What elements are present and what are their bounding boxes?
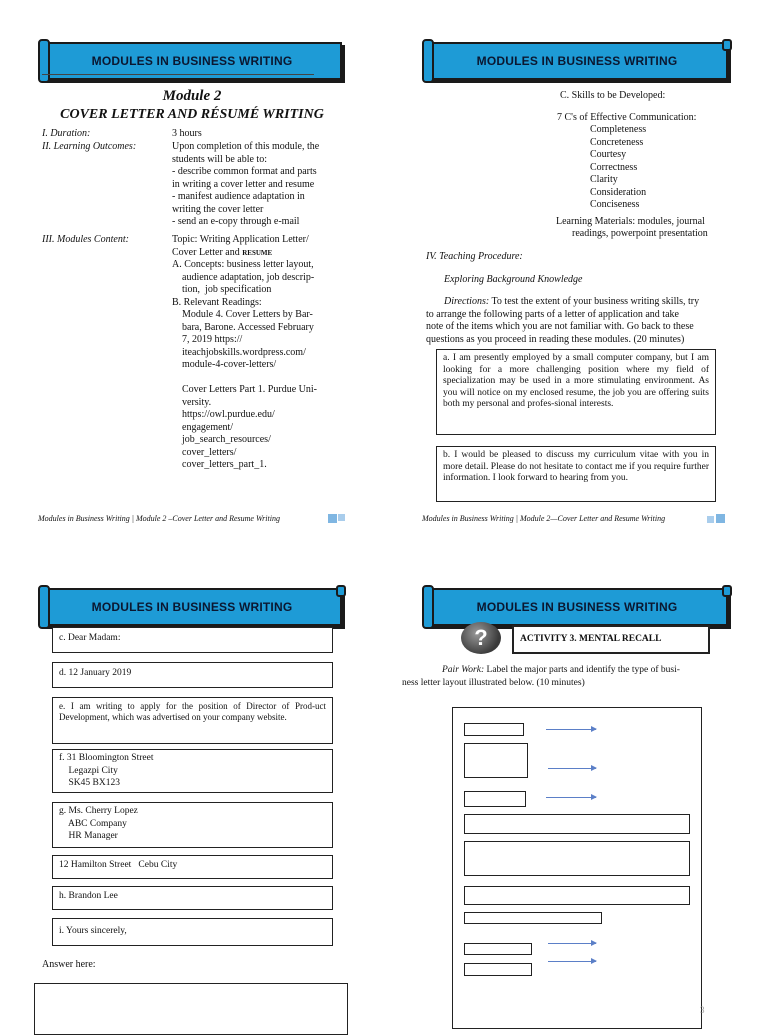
directions-line: questions as you proceed in reading these modules. (20 minutes)	[426, 333, 685, 345]
outcome-line: - send an e-copy through e-mail	[172, 216, 300, 227]
content-line: cover_letters/	[172, 446, 237, 458]
content-line: module-4-cover-letters/	[172, 359, 277, 370]
content-line: iteachjobskills.wordpress.com/	[172, 346, 306, 358]
letter-part-text: d. 12 January 2019	[59, 668, 132, 678]
letter-part-text: e. I am writing to apply for the position of Director of Prod-uct Development, which was advertised on your company website.	[59, 701, 326, 722]
directions-line: note of the items which you are not familiar with. Go back to these	[426, 321, 694, 332]
duration-value: 3 hours	[172, 128, 202, 139]
outcome-line: - describe common format and parts	[172, 166, 317, 177]
content-line: bara, Barone. Accessed February	[172, 321, 314, 333]
outcomes-label: II. Learning Outcomes:	[42, 141, 137, 152]
arrow-icon	[548, 943, 596, 944]
arrow-icon	[548, 768, 596, 769]
question-mark-icon: ?	[461, 622, 501, 654]
banner-scroll-curl	[38, 39, 50, 83]
seven-cs-item: Completeness	[590, 124, 647, 135]
directions-text: To test the extent of your business writing skills, try	[491, 296, 700, 307]
answer-field[interactable]	[34, 983, 348, 1035]
module-number: Module 2	[162, 88, 222, 104]
letter-part-text: c. Dear Madam:	[59, 633, 121, 643]
content-list	[172, 234, 347, 472]
arrow-icon	[546, 797, 596, 798]
recipient-line: ABC Company	[59, 818, 127, 829]
address-line: f. 31 Bloomington Street	[59, 753, 154, 763]
module-banner	[426, 42, 728, 80]
letter-part-text	[53, 803, 332, 847]
letter-part-box-h	[52, 886, 333, 910]
page-footer: Modules in Business Writing | Module 2—Cover Letter and Resume Writing	[422, 514, 666, 523]
label-blank[interactable]	[464, 963, 532, 976]
banner-scroll-curl	[422, 585, 434, 629]
page-footer: Modules in Business Writing | Module 2 –Cover Letter and Resume Writing	[38, 514, 280, 523]
module-title: COVER LETTER AND RÉSUMÉ WRITING	[60, 107, 324, 122]
address-line: Legazpi City	[59, 765, 118, 776]
outcomes-list	[172, 141, 342, 229]
seven-cs-item: Consideration	[590, 186, 647, 198]
content-line: A. Concepts: business letter layout,	[172, 259, 314, 270]
pair-work-label: Pair Work:	[442, 665, 485, 675]
content-line: B. Relevant Readings:	[172, 296, 262, 308]
recipient-line: HR Manager	[59, 831, 118, 841]
letter-part-text: i. Yours sincerely,	[59, 926, 127, 936]
content-line: Module 4. Cover Letters by Bar-	[172, 309, 313, 320]
seven-cs-item: Correctness	[590, 161, 638, 173]
letter-part-box-c	[52, 627, 333, 653]
materials-line: readings, powerpoint presentation	[572, 228, 708, 239]
outcome-line: in writing a cover letter and resume	[172, 178, 315, 190]
layout-block	[464, 886, 690, 905]
directions-block	[426, 296, 726, 346]
letter-part-box-d	[52, 662, 333, 688]
content-line: cover_letters_part_1.	[172, 459, 267, 470]
pair-work-block	[402, 664, 742, 689]
page-1	[0, 0, 384, 523]
page-4	[384, 512, 768, 1024]
activity-label: ACTIVITY 3. MENTAL RECALL	[520, 634, 662, 644]
outcome-line: Upon completion of this module, the	[172, 141, 320, 152]
letter-part-box-a	[436, 349, 716, 435]
module-banner	[426, 588, 728, 626]
content-line: job_search_resources/	[172, 434, 271, 445]
seven-cs-item: Concreteness	[590, 136, 644, 148]
letter-part-box-b	[436, 446, 716, 502]
content-line	[172, 372, 347, 385]
letter-part-text: h. Brandon Lee	[59, 891, 118, 901]
content-line: audience adaptation, job descrip-	[172, 271, 315, 283]
page-2	[384, 0, 768, 523]
seven-cs-list	[590, 124, 646, 212]
outcome-line: writing the cover letter	[172, 203, 264, 215]
banner-scroll-curl	[422, 39, 434, 83]
letter-part-text: a. I am presently employed by a small computer company, but I am looking for a more challenging position where my field of specialization may be used in a more stimulating environment. As you will notice on my enclosed resume, the job you are offering suits both my personal and profes-sional interests.	[443, 353, 709, 409]
letter-part-box-g	[52, 802, 333, 848]
page-3	[0, 512, 384, 1024]
content-line: https://owl.purdue.edu/	[172, 409, 275, 420]
label-blank[interactable]	[464, 943, 532, 955]
directions-text	[426, 309, 726, 347]
layout-block	[464, 841, 690, 876]
seven-cs-label: 7 C's of Effective Communication:	[557, 112, 697, 123]
banner-title: MODULES IN BUSINESS WRITING	[91, 54, 293, 68]
seven-cs-item: Clarity	[590, 174, 618, 185]
divider	[42, 74, 314, 75]
letter-part-box-address	[52, 855, 333, 879]
banner-scroll-curl	[722, 39, 732, 51]
content-line: versity.	[172, 396, 212, 408]
content-line: engagement/	[172, 421, 234, 433]
arrow-icon	[546, 729, 596, 730]
letter-part-box-e	[52, 697, 333, 744]
resume-word: RESUME	[242, 248, 273, 257]
answer-label: Answer here:	[42, 959, 96, 970]
label-blank[interactable]	[464, 791, 526, 807]
duration-label: I. Duration:	[42, 128, 91, 139]
activity-box	[512, 625, 710, 654]
seven-cs-item: Courtesy	[590, 149, 627, 160]
pair-work-text: ness letter layout illustrated below. (10 minutes)	[402, 677, 585, 688]
procedure-label: IV. Teaching Procedure:	[426, 251, 523, 262]
content-label: III. Modules Content:	[42, 234, 129, 245]
banner-scroll-curl	[722, 585, 732, 597]
label-blank[interactable]	[464, 723, 524, 736]
letter-part-box-i	[52, 918, 333, 946]
seven-cs-item: Conciseness	[590, 199, 640, 210]
module-banner	[42, 588, 342, 626]
directions-label: Directions:	[444, 296, 490, 307]
layout-block	[464, 814, 690, 834]
exploring-label: Exploring Background Knowledge	[444, 274, 583, 285]
letter-part-text	[53, 750, 332, 794]
outcome-line: students will be able to:	[172, 153, 267, 165]
label-blank[interactable]	[464, 743, 528, 778]
banner-title: MODULES IN BUSINESS WRITING	[476, 600, 678, 614]
recipient-line: g. Ms. Cherry Lopez	[59, 806, 138, 816]
arrow-icon	[548, 961, 596, 962]
pair-work-text: Label the major parts and identify the type of busi-	[486, 665, 680, 675]
banner-scroll-curl	[38, 585, 50, 629]
outcome-line: - manifest audience adaptation in	[172, 191, 305, 202]
layout-block	[464, 912, 602, 924]
materials-line: Learning Materials: modules, journal	[556, 216, 705, 227]
letter-part-text: b. I would be pleased to discuss my curriculum vitae with you in more detail. Please do not hesitate to contact me if you require further information. I look forward to hearing from you.	[443, 450, 709, 483]
letter-part-text: 12 Hamilton Street Cebu City	[59, 860, 178, 870]
letter-part-box-f	[52, 749, 333, 793]
skills-label: C. Skills to be Developed:	[560, 90, 666, 101]
content-line: Topic: Writing Application Letter/	[172, 234, 309, 245]
directions-line: to arrange the following parts of a letter of application and take	[426, 308, 679, 320]
banner-title: MODULES IN BUSINESS WRITING	[91, 600, 293, 614]
content-line: Cover Letters Part 1. Purdue Uni-	[172, 384, 317, 395]
content-line: Cover Letter and RESUME	[172, 246, 273, 258]
content-line: tion, job specification	[172, 284, 272, 295]
banner-scroll-curl	[336, 585, 346, 597]
page-corner-mark: 3	[700, 1005, 705, 1015]
banner-title: MODULES IN BUSINESS WRITING	[476, 54, 678, 68]
content-line: 7, 2019 https://	[172, 334, 243, 345]
address-line: SK45 BX123	[59, 778, 120, 788]
